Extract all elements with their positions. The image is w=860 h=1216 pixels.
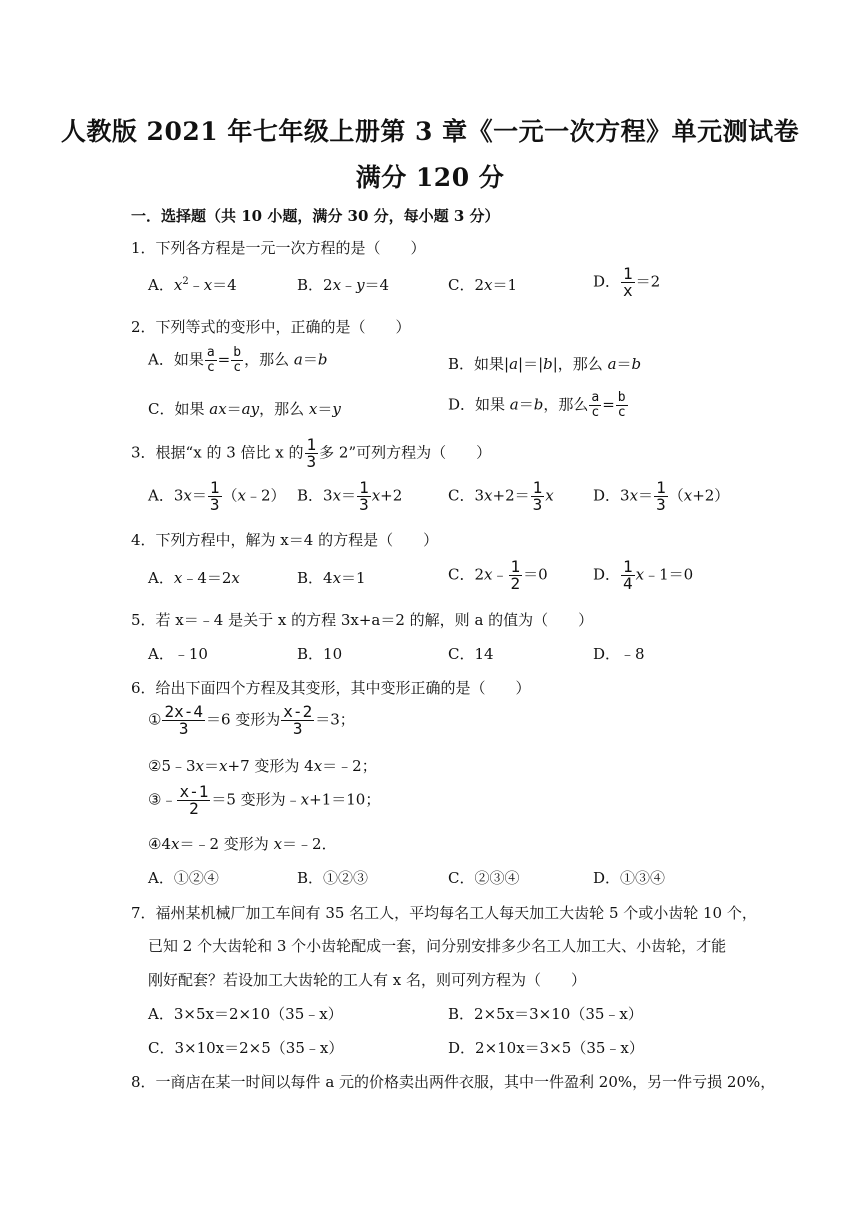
q6-item-4: ④4x＝﹣2 变形为 x＝﹣2． bbox=[148, 835, 337, 853]
section-heading: 一．选择题（共 10 小题，满分 30 分，每小题 3 分） bbox=[131, 207, 500, 225]
q6-option-a: A．①②④ bbox=[148, 869, 219, 887]
q4-option-d: D． $\frac{1}{4}$ x﹣1＝0 bbox=[593, 557, 694, 593]
q6-option-c: C．②③④ bbox=[448, 869, 520, 887]
q3-option-a: A．3x＝ $\frac{1}{3}$ （x﹣2） bbox=[148, 478, 286, 514]
q7-option-b: B．2×5x＝3×10（35﹣x） bbox=[448, 1005, 643, 1023]
question-7-line-3: 刚好配套？若设加工大齿轮的工人有 x 名，则可列方程为（ ） bbox=[148, 971, 586, 989]
q6-option-b: B．①②③ bbox=[297, 869, 369, 887]
q6-item-3: ③﹣ $\frac{x-1}{2}$ ＝5 变形为﹣x+1＝10； bbox=[148, 782, 381, 818]
q1-option-b: B．2x﹣y＝4 bbox=[297, 276, 390, 294]
question-6: 6．给出下面四个方程及其变形，其中变形正确的是（ ） bbox=[131, 679, 531, 697]
q4-option-b: B．4x＝1 bbox=[297, 569, 366, 587]
question-4: 4．下列方程中，解为 x＝4 的方程是（ ） bbox=[131, 531, 439, 549]
q2-option-b: B．如果|a|＝|b|，那么 a＝b bbox=[448, 355, 642, 373]
q7-option-c: C．3×10x＝2×5（35﹣x） bbox=[148, 1039, 344, 1057]
page-title: 人教版 2021 年七年级上册第 3 章《一元一次方程》单元测试卷 bbox=[60, 117, 800, 146]
q2-option-c: C．如果 ax＝ay，那么 x＝y bbox=[148, 400, 341, 418]
q2-option-a: A．如果 $\frac{a}{c}$ = $\frac{b}{c}$ ，那么 a＝b bbox=[148, 345, 328, 375]
q3-option-b: B．3x＝ $\frac{1}{3}$ x+2 bbox=[297, 478, 403, 514]
question-1: 1．下列各方程是一元一次方程的是（ ） bbox=[131, 239, 426, 257]
q3-option-d: D．3x＝ $\frac{1}{3}$ （x+2） bbox=[593, 478, 730, 514]
q7-option-d: D．2×10x＝3×5（35﹣x） bbox=[448, 1039, 644, 1057]
question-5: 5．若 x＝﹣4 是关于 x 的方程 3x+a＝2 的解，则 a 的值为（ ） bbox=[131, 611, 594, 629]
q3-stem-part2: 多 2”可列方程为（ ） bbox=[319, 443, 492, 462]
question-8-line-1: 8．一商店在某一时间以每件 a 元的价格卖出两件衣服，其中一件盈利 20%，另一件亏损 20%， bbox=[131, 1073, 776, 1091]
page-subtitle: 满分 120 分 bbox=[355, 163, 505, 192]
q7-option-a: A．3×5x＝2×10（35﹣x） bbox=[148, 1005, 343, 1023]
q3-option-c: C．3x+2＝ $\frac{1}{3}$ x bbox=[448, 478, 554, 514]
q1-option-c: C．2x＝1 bbox=[448, 276, 518, 294]
q1-option-a: A．$x^2﹣x=4$ bbox=[148, 276, 237, 294]
q5-option-b: B．10 bbox=[297, 645, 343, 663]
q6-item-2: ②5﹣3x＝x+7 变形为 4x＝﹣2； bbox=[148, 757, 377, 775]
question-3: 3．根据“x 的 3 倍比 x 的 $\frac{1}{3}$ 多 2”可列方程为（ ） bbox=[131, 435, 492, 471]
q4-option-a: A．x﹣4＝2x bbox=[148, 569, 240, 587]
q5-option-d: D．﹣8 bbox=[593, 645, 645, 663]
question-7-line-2: 已知 2 个大齿轮和 3 个小齿轮配成一套，问分别安排多少名工人加工大、小齿轮，才能 bbox=[148, 937, 727, 955]
question-2: 2．下列等式的变形中，正确的是（ ） bbox=[131, 318, 411, 336]
q5-option-a: A．﹣10 bbox=[148, 645, 208, 663]
q1-option-d: D． $\frac{1}{x}$ ＝2 bbox=[593, 264, 661, 300]
q4-option-c: C．2x﹣ $\frac{1}{2}$ ＝0 bbox=[448, 557, 548, 593]
q3-stem-part1: 3．根据“x 的 3 倍比 x 的 bbox=[131, 443, 304, 462]
question-7-line-1: 7．福州某机械厂加工车间有 35 名工人，平均每名工人每天加工大齿轮 5 个或小齿轮 10 个， bbox=[131, 904, 757, 922]
q6-option-d: D．①③④ bbox=[593, 869, 666, 887]
q2-option-d: D．如果 a＝b，那么 $\frac{a}{c}$ = $\frac{b}{c}$ bbox=[448, 390, 626, 420]
q5-option-c: C．14 bbox=[448, 645, 494, 663]
q6-item-1: ① $\frac{2x-4}{3}$ ＝6 变形为 $\frac{x-2}{3}$ ＝3； bbox=[148, 702, 355, 738]
